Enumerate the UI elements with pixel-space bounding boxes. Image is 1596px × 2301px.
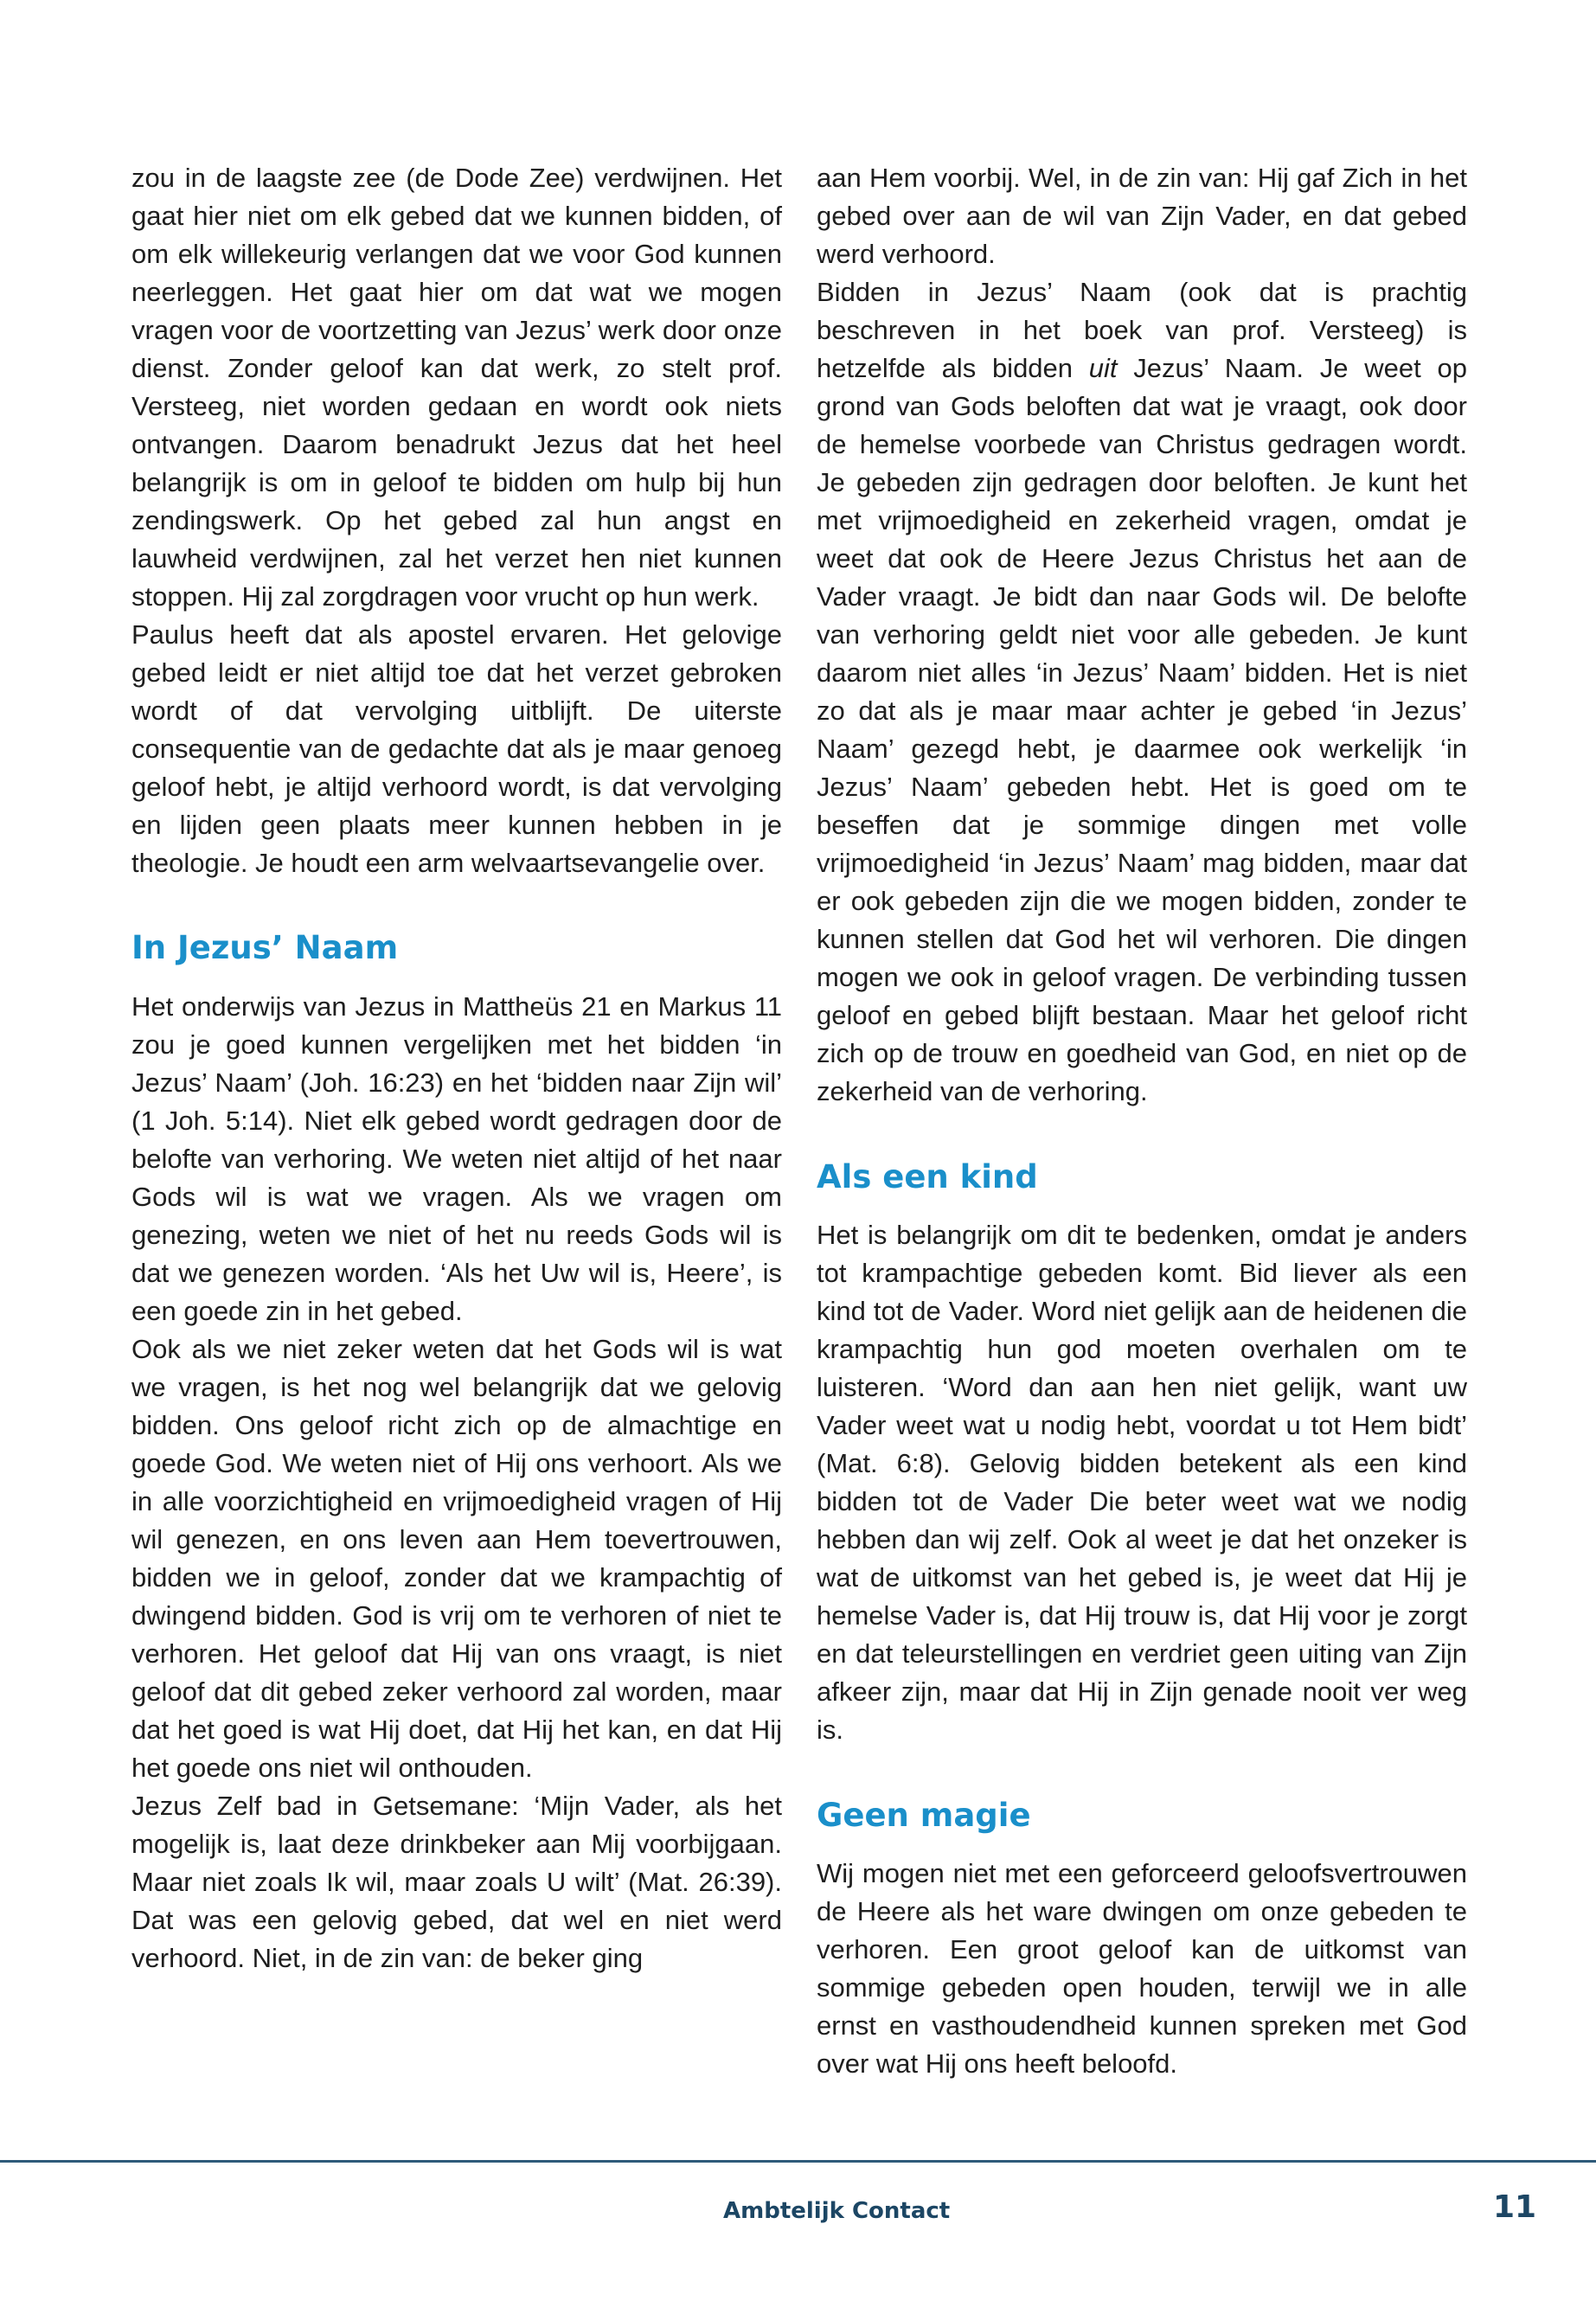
right-column <box>817 159 1467 2083</box>
body-paragraph: aan Hem voorbij. Wel, in de zin van: Hij gaf Zich in het gebed over aan de wil van Zijn Vader, en dat gebed werd verhoord. <box>817 163 1467 269</box>
body-text-segment: Bidden in Jezus’ Naam (ook dat is prachtig beschreven in het boek van prof. Versteeg) is hetzelfde als bidden <box>817 277 1467 383</box>
left-column <box>131 159 782 1977</box>
section-heading-in-jezus-naam: In Jezus’ Naam <box>131 929 399 966</box>
body-paragraph: Jezus Zelf bad in Getsemane: ‘Mijn Vader, als het mogelijk is, laat deze drinkbeker aan Mij voorbijgaan. Maar niet zoals Ik wil, maar zoals U wilt’ (Mat. 26:39). Dat was een gelovig gebed, dat wel en niet werd verhoord. Niet, in de zin van: de beker ging <box>131 1791 782 1973</box>
section-heading-geen-magie: Geen magie <box>817 1797 1031 1834</box>
body-text-segment: Jezus’ Naam. Je weet op grond van Gods beloften dat wat je vraagt, ook door de hemelse voorbede van Christus gedragen wordt. Je gebeden zijn gedragen door beloften. Je kunt het met vrijmoedigheid en zekerheid vragen, omdat je weet dat ook de Heere Jezus Christus het aan de Vader vraagt. Je bidt dan naar Gods wil. De belofte van verhoring geldt niet voor alle gebeden. Je kunt daarom niet alles ‘in Jezus’ Naam’ bidden. Het is niet zo dat als je maar maar achter je gebed ‘in Jezus’ Naam’ gezegd hebt, je daarmee ook werkelijk ‘in Jezus’ Naam’ gebeden hebt. Het is goed om te beseffen dat je sommige dingen met volle vrijmoedigheid ‘in Jezus’ Naam’ mag bidden, maar dat er ook gebeden zijn die we mogen bidden, zonder te kunnen stellen dat God het wil verhoren. Die dingen mogen we ook in geloof vragen. De verbinding tussen geloof en gebed blijft bestaan. Maar het geloof richt zich op de trouw en goedheid van God, en niet op de zekerheid van de verhoring. <box>817 353 1467 1106</box>
body-paragraph: zou in de laagste zee (de Dode Zee) verdwijnen. Het gaat hier niet om elk gebed dat we kunnen bidden, of om elk willekeurig verlangen dat we voor God kunnen neerleggen. Het gaat hier om dat wat we mogen vragen voor de voortzetting van Jezus’ werk door onze dienst. Zonder geloof kan dat werk, zo stelt prof. Versteeg, niet worden gedaan en wordt ook niets ontvangen. Daarom benadrukt Jezus dat het heel belangrijk is om in geloof te bidden om hulp bij hun zendingswerk. Op het gebed zal hun angst en lauwheid verdwijnen, zal het verzet hen niet kunnen stoppen. Hij zal zorgdragen voor vrucht op hun werk. <box>131 163 782 612</box>
body-paragraph: Het is belangrijk om dit te bedenken, omdat je anders tot krampachtige gebeden komt. Bid liever als een kind tot de Vader. Word niet gelijk aan de heidenen die krampachtig hun god moeten overhalen om te luisteren. ‘Word dan aan hen niet gelijk, want uw Vader weet wat u nodig hebt, voordat u tot Hem bidt’ (Mat. 6:8). Gelovig bidden betekent als een kind bidden tot de Vader Die beter weet wat we nodig hebben dan wij zelf. Ook al weet je dat het onzeker is wat de uitkomst van het gebed is, je weet dat Hij je hemelse Vader is, dat Hij trouw is, dat Hij voor je zorgt en dat teleurstellingen en verdriet geen uiting van Zijn afkeer zijn, maar dat Hij in Zijn genade nooit ver weg is. <box>817 1220 1467 1745</box>
body-paragraph <box>817 273 1467 1111</box>
body-paragraph: Paulus heeft dat als apostel ervaren. Het gelovige gebed leidt er niet altijd toe dat het verzet gebroken wordt of dat vervolging uitblijft. De uiterste consequentie van de gedachte dat als je maar genoeg geloof hebt, je altijd verhoord wordt, is dat vervolging en lijden geen plaats meer kunnen hebben in je theologie. Je houdt een arm welvaartsevangelie over. <box>131 619 782 878</box>
body-paragraph: Het onderwijs van Jezus in Mattheüs 21 en Markus 11 zou je goed kunnen vergelijken met het bidden ‘in Jezus’ Naam’ (Joh. 16:23) en het ‘bidden naar Zijn wil’ (1 Joh. 5:14). Niet elk gebed wordt gedragen door de belofte van verhoring. We weten niet altijd of het naar Gods wil is wat we vragen. Als we vragen om genezing, weten we niet of het nu reeds Gods wil is dat we genezen worden. ‘Als het Uw wil is, Heere’, is een goede zin in het gebed. <box>131 991 782 1326</box>
section-heading-als-een-kind: Als een kind <box>817 1158 1038 1195</box>
body-paragraph: Ook als we niet zeker weten dat het Gods wil is wat we vragen, is het nog wel belangrijk dat we gelovig bidden. Ons geloof richt zich op de almachtige en goede God. We weten niet of Hij ons verhoort. Als we in alle voorzichtigheid en vrijmoedigheid vragen of Hij wil genezen, en ons leven aan Hem toevertrouwen, bidden we in geloof, zonder dat we krampachtig of dwingend bidden. God is vrij om te verhoren of niet te verhoren. Het geloof dat Hij van ons vraagt, is niet geloof dat dit gebed zeker verhoord zal worden, maar dat het goed is wat Hij doet, dat Hij het kan, en dat Hij het goede ons niet wil onthouden. <box>131 1334 782 1783</box>
footer-publication-title: Ambtelijk Contact <box>723 2198 951 2224</box>
page-number: 11 <box>1493 2189 1537 2225</box>
body-paragraph: Wij mogen niet met een geforceerd geloofsvertrouwen de Heere als het ware dwingen om onze gebeden te verhoren. Een groot geloof kan de uitkomst van sommige gebeden open houden, terwijl we in alle ernst en vasthoudendheid kunnen spreken met God over wat Hij ons heeft beloofd. <box>817 1858 1467 2079</box>
footer-divider <box>0 2160 1596 2163</box>
emphasis-text: uit <box>1088 353 1118 383</box>
